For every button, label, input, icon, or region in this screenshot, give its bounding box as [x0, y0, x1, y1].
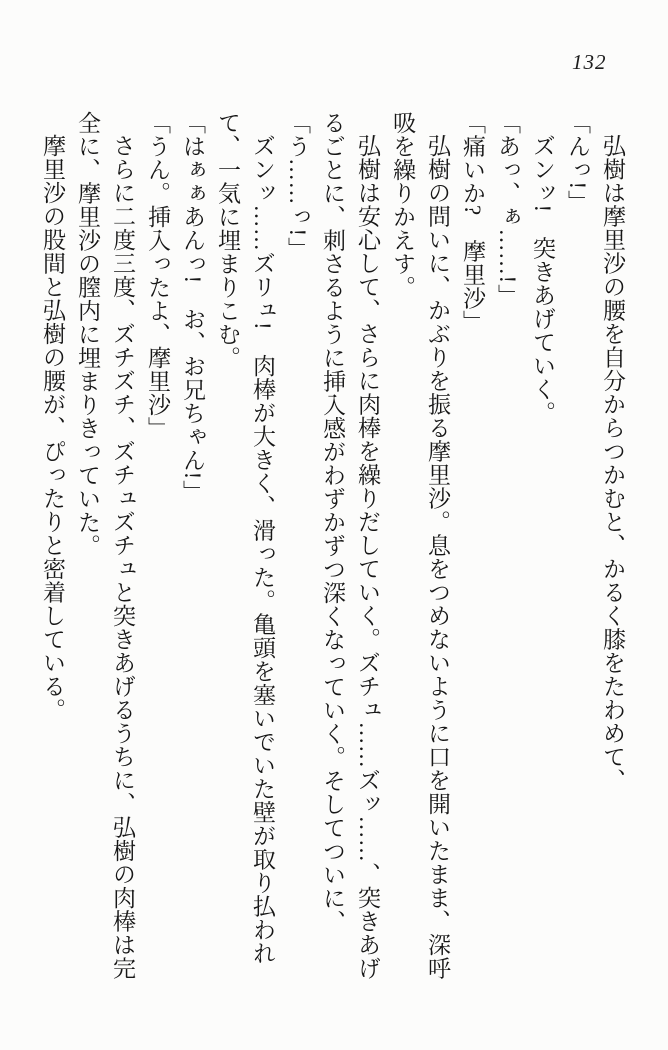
paragraph-line: ズンッ! 突きあげていく。 [530, 134, 555, 425]
paragraph-line: ズンッ……ズリュ! 肉棒が大きく、滑った。亀頭を塞いでいた壁が取り払われて、一気に埋まりこむ。 [215, 111, 275, 965]
paragraph-line: 弘樹の問いに、かぶりを振る摩里沙。息をつめないように口を開いたまま、深呼吸を繰りかえす。 [390, 111, 450, 980]
paragraph-line: 摩里沙の股間と弘樹の腰が、ぴったりと密着している。 [40, 134, 65, 722]
dialogue-line: 「んっ!」 [565, 111, 590, 214]
paragraph-line: 弘樹は安心して、さらに肉棒を繰りだしていく。ズチュ……ズッ……、突きあげるごとに、刺さるように挿入感がわずかずつ深くなっていく。そしてついに、 [320, 111, 380, 980]
dialogue-line: 「うん。挿入ったよ、摩里沙」 [145, 111, 170, 440]
paragraph-line: 弘樹は摩里沙の腰を自分からつかむと、かるく膝をたわめて、 [600, 134, 625, 792]
dialogue-line: 「はぁぁあんっ! お、お兄ちゃん!」 [180, 111, 205, 504]
page-text [35, 111, 630, 989]
page-number: 132 [572, 50, 607, 74]
dialogue-line: 「う……っ!」 [285, 111, 310, 261]
paragraph-line: さらに二度三度、ズチズチ、ズチュズチュと突きあげるうちに、弘樹の肉棒は完全に、摩里沙の膣内に埋まりきっていた。 [75, 111, 135, 980]
dialogue-line: 「痛いか? 摩里沙」 [460, 111, 485, 334]
dialogue-line: 「あっ、ぁ……!」 [495, 111, 520, 308]
